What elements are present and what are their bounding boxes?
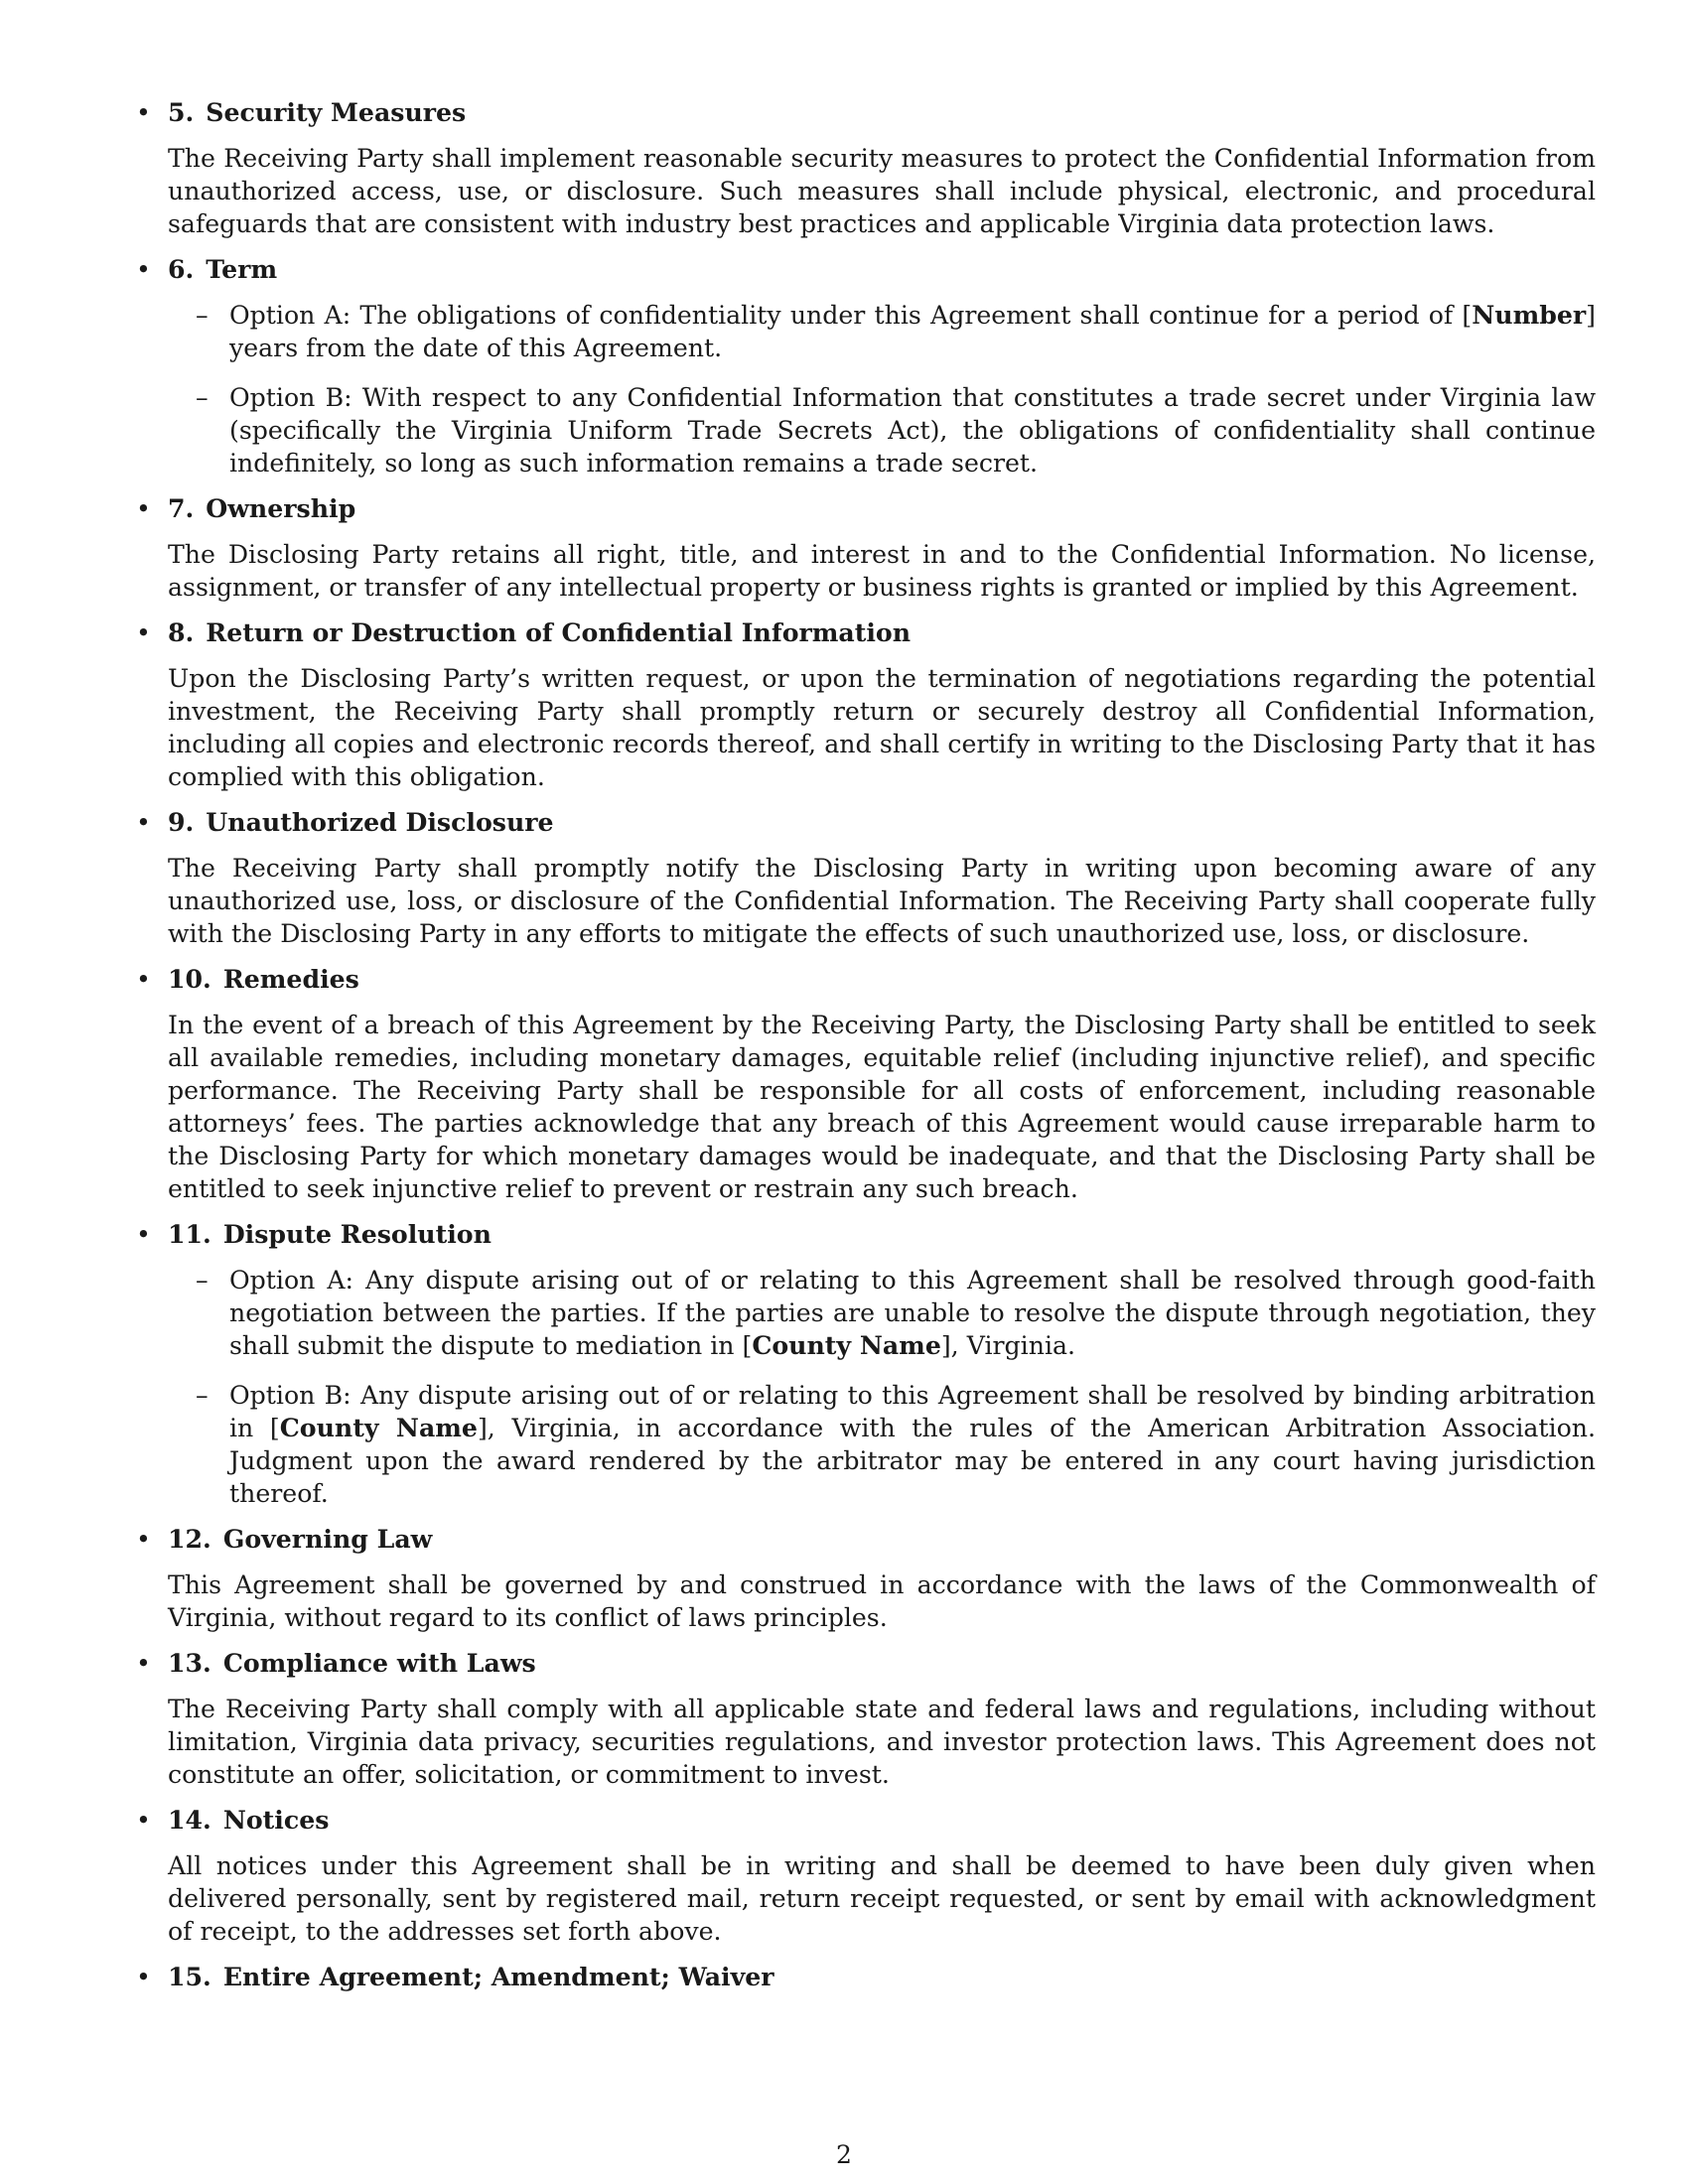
section-entire-agreement	[136, 1961, 1596, 1993]
document-page	[136, 96, 1596, 2006]
section-body: The Receiving Party shall promptly notify the Disclosing Party in writing upon becoming aware of any unauthorized use, loss, or disclosure of the Confidential Information. The Receiving Party shall cooperate fully with the Disclosing Party in any efforts to mitigate the effects of such unauthorized use, loss, or disclosure.	[168, 854, 1596, 948]
section-unauthorized-disclosure	[136, 806, 1596, 950]
section-return-or-destruction	[136, 616, 1596, 793]
placeholder-county-name: County Name	[279, 1413, 478, 1442]
bullet: •	[136, 1649, 151, 1678]
bullet: •	[136, 618, 151, 647]
bullet: •	[136, 98, 151, 127]
section-remedies	[136, 963, 1596, 1205]
section-heading: 6. Term	[168, 254, 278, 284]
bullet: •	[136, 965, 151, 994]
placeholder-county-name: County Name	[752, 1330, 941, 1360]
section-body: Upon the Disclosing Party’s written request, or upon the termination of negotiations regarding the potential investment, the Receiving Party shall promptly return or securely destroy all Confidential Information, including all copies and electronic records thereof, and shall certify in writing to the Disclosing Party that it has complied with this obligation.	[168, 664, 1596, 791]
section-ownership	[136, 492, 1596, 604]
section-heading: 7. Ownership	[168, 493, 356, 523]
bullet: •	[136, 1806, 151, 1835]
bullet: •	[136, 1963, 151, 1991]
section-compliance-with-laws	[136, 1647, 1596, 1791]
section-dispute-resolution	[136, 1218, 1596, 1510]
section-heading: 5. Security Measures	[168, 97, 467, 127]
section-notices	[136, 1804, 1596, 1948]
section-heading: 11. Dispute Resolution	[168, 1219, 492, 1249]
section-heading: 10. Remedies	[168, 964, 359, 994]
section-heading: 15. Entire Agreement; Amendment; Waiver	[168, 1962, 774, 1991]
option-b: – Option B: Any dispute arising out of or relating to this Agreement shall be resolved by binding arbitration in [County Name], Virginia, in accordance with the rules of the American Arbitration Association. Judgment upon the award rendered by the arbitrator may be entered in any court having jurisdiction thereof.	[196, 1381, 1596, 1508]
placeholder-number: Number	[1472, 300, 1587, 330]
section-heading: 14. Notices	[168, 1805, 330, 1835]
section-body: All notices under this Agreement shall be in writing and shall be deemed to have been duly given when delivered personally, sent by registered mail, return receipt requested, or sent by email with acknowledgment of receipt, to the addresses set forth above.	[168, 1851, 1596, 1946]
bullet: •	[136, 1525, 151, 1554]
section-security-measures	[136, 96, 1596, 240]
bullet: •	[136, 1220, 151, 1249]
section-heading: 13. Compliance with Laws	[168, 1648, 536, 1678]
section-body: In the event of a breach of this Agreement by the Receiving Party, the Disclosing Party shall be entitled to seek all available remedies, including monetary damages, equitable relief (including injunctive relief), and specific performance. The Receiving Party shall be responsible for all costs of enforcement, including reasonable attorneys’ fees. The parties acknowledge that any breach of this Agreement would cause irreparable harm to the Disclosing Party for which monetary damages would be inadequate, and that the Disclosing Party shall be entitled to seek injunctive relief to prevent or restrain any such breach.	[168, 1011, 1596, 1203]
option-a: – Option A: The obligations of confidentiality under this Agreement shall continue for a period of [Number] years from the date of this Agreement.	[196, 300, 1596, 362]
section-body: The Disclosing Party retains all right, title, and interest in and to the Confidential Information. No license, assignment, or transfer of any intellectual property or business rights is granted or implied by this Agreement.	[168, 540, 1596, 602]
option-a: – Option A: Any dispute arising out of or relating to this Agreement shall be resolved through good-faith negotiation between the parties. If the parties are unable to resolve the dispute through negotiation, they shall submit the dispute to mediation in [County Name], Virginia.	[196, 1266, 1596, 1360]
bullet: •	[136, 808, 151, 837]
section-governing-law	[136, 1523, 1596, 1634]
section-heading: 8. Return or Destruction of Confidential Information	[168, 617, 912, 647]
option-b: – Option B: With respect to any Confidential Information that constitutes a trade secret under Virginia law (specifically the Virginia Uniform Trade Secrets Act), the obligations of confidentiality shall continue indefinitely, so long as such information remains a trade secret.	[196, 383, 1596, 478]
section-heading: 9. Unauthorized Disclosure	[168, 807, 554, 837]
section-body: This Agreement shall be governed by and construed in accordance with the laws of the Commonwealth of Virginia, without regard to its conflict of laws principles.	[168, 1570, 1596, 1632]
section-body: The Receiving Party shall comply with all applicable state and federal laws and regulations, including without limitation, Virginia data privacy, securities regulations, and investor protection laws. This Agreement does not constitute an offer, solicitation, or commitment to invest.	[168, 1695, 1596, 1789]
bullet: •	[136, 255, 151, 284]
page-number: 2	[836, 2140, 852, 2169]
section-heading: 12. Governing Law	[168, 1524, 433, 1554]
section-body: The Receiving Party shall implement reasonable security measures to protect the Confidential Information from unauthorized access, use, or disclosure. Such measures shall include physical, electronic, and procedural safeguards that are consistent with industry best practices and applicable Virginia data protection laws.	[168, 144, 1596, 238]
bullet: •	[136, 494, 151, 523]
section-term	[136, 253, 1596, 479]
